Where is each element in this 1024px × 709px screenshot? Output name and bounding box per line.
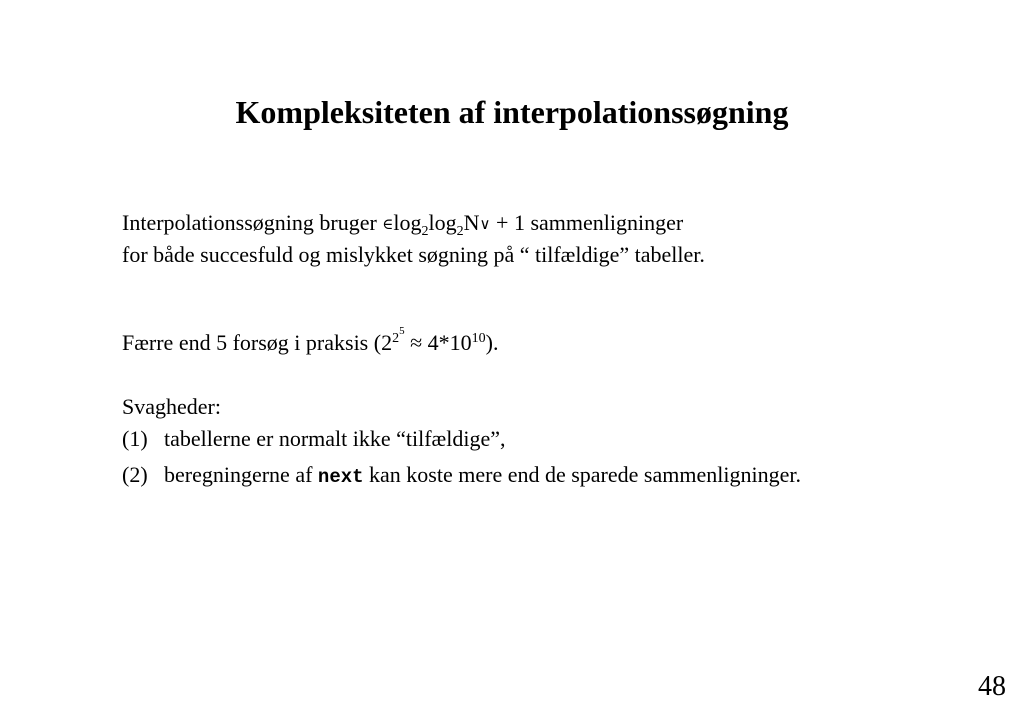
element-of-symbol: ∈ xyxy=(382,215,394,233)
approx-value: ≈ 4*10 xyxy=(404,330,472,355)
practice-text-end: ). xyxy=(485,330,499,355)
power-ten-exponent: 10 xyxy=(471,331,486,346)
code-next: next xyxy=(317,466,364,488)
practice-line xyxy=(122,318,498,356)
slide-title: Kompleksiteten af interpolationssøgning xyxy=(235,94,789,130)
variable-n: N xyxy=(463,210,480,235)
complexity-line-1 xyxy=(122,210,683,245)
weakness-item-1 xyxy=(122,426,505,452)
complexity-text-end: + 1 sammenligninger xyxy=(490,210,684,235)
weakness-text-2-end: kan koste mere end de sparede sammenligninger. xyxy=(363,462,801,487)
exponent-of-exponent: 5 xyxy=(399,325,405,337)
log-term-1: log xyxy=(393,210,422,235)
weakness-text-2-start: beregningerne af xyxy=(164,462,318,487)
weakness-text-1: tabellerne er normalt ikke “tilfældige”, xyxy=(164,426,506,451)
complexity-line-2: for både succesfuld og mislykket søgning på “ tilfældige” tabeller. xyxy=(122,242,705,267)
log-base-2: 2 xyxy=(456,224,464,239)
exponent: 2 xyxy=(392,331,400,346)
log-term-2: log xyxy=(428,210,457,235)
weakness-number-2: (2) xyxy=(122,462,148,487)
complexity-text-start: Interpolationssøgning bruger xyxy=(122,210,383,235)
or-symbol: ∨ xyxy=(479,215,491,233)
practice-text-start: Færre end 5 forsøg i praksis (2 xyxy=(122,330,393,355)
page-number: 48 xyxy=(978,671,1006,702)
weaknesses-heading: Svagheder: xyxy=(122,394,221,419)
log-base-1: 2 xyxy=(421,224,429,239)
weakness-number-1: (1) xyxy=(122,426,148,451)
weakness-item-2 xyxy=(122,462,801,490)
